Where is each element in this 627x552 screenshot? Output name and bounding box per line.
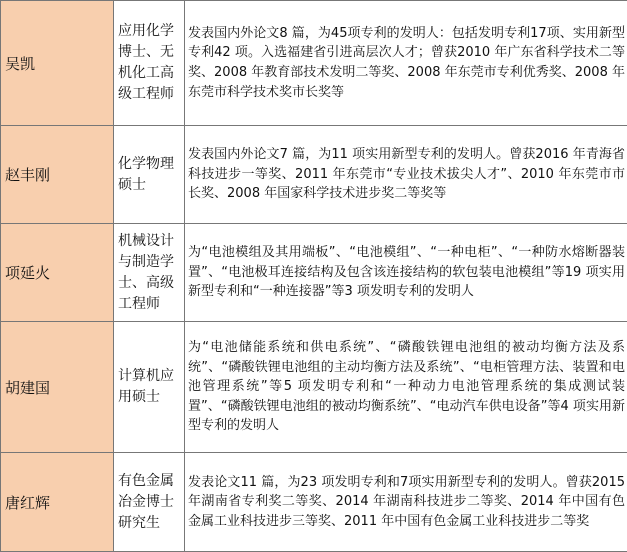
table-row [1, 453, 627, 552]
person-degree: 有色金属冶金博士研究生 [114, 453, 185, 552]
person-name: 吴凯 [1, 1, 114, 126]
person-degree: 应用化学博士、无机化工高级工程师 [114, 1, 185, 126]
person-achievements: 为“电池模组及其用端板”、“电池模组”、“一种电柜”、“一种防水熔断器装置”、“电池极耳连接结构及包含该连接结构的软包装电池模组”等19 项实用新型专利和“一种连接器”等3 项发明专利的发明人 [185, 224, 627, 322]
table-row [1, 322, 627, 453]
person-degree: 机械设计与制造学士、高级工程师 [114, 224, 185, 322]
person-name: 项延火 [1, 224, 114, 322]
table-row [1, 224, 627, 322]
person-degree: 计算机应用硕士 [114, 322, 185, 453]
person-achievements: 发表论文11 篇，为23 项发明专利和7项实用新型专利的发明人。曾获2015 年湖南省专利奖二等奖、2014 年湖南科技进步二等奖、2014 年中国有色金属工业科技进步三等奖、2011 年中国有色金属工业科技进步二等奖 [185, 453, 627, 552]
person-achievements: 发表国内外论文8 篇，为45项专利的发明人：包括发明专利17项、实用新型专利42 项。入选福建省引进高层次人才；曾获2010 年广东省科学技术二等奖、2008 年教育部技术发明二等奖、2008 年东莞市专利优秀奖、2008 年东莞市科学技术奖市长奖等 [185, 1, 627, 126]
person-name: 赵丰刚 [1, 126, 114, 224]
table-row [1, 126, 627, 224]
person-achievements: 为“电池储能系统和供电系统”、“磷酸铁锂电池组的被动均衡方法及系统”、“磷酸铁锂电池组的主动均衡方法及系统”、“电柜管理方法、装置和电池管理系统”等5 项发明专利和“一种动力电池管理系统的集成测试装置”、“磷酸铁锂电池组的被动均衡系统”、“电动汽车供电设备”等4 项实用新型专利的发明人 [185, 322, 627, 453]
person-name: 唐红辉 [1, 453, 114, 552]
person-name: 胡建国 [1, 322, 114, 453]
person-degree: 化学物理硕士 [114, 126, 185, 224]
person-achievements: 发表国内外论文7 篇，为11 项实用新型专利的发明人。曾获2016 年青海省科技进步一等奖、2011 年东莞市“专业技术拔尖人才”、2010 年东莞市市长奖、2008 年国家科学技术进步奖二等奖等 [185, 126, 627, 224]
table-row [1, 1, 627, 126]
